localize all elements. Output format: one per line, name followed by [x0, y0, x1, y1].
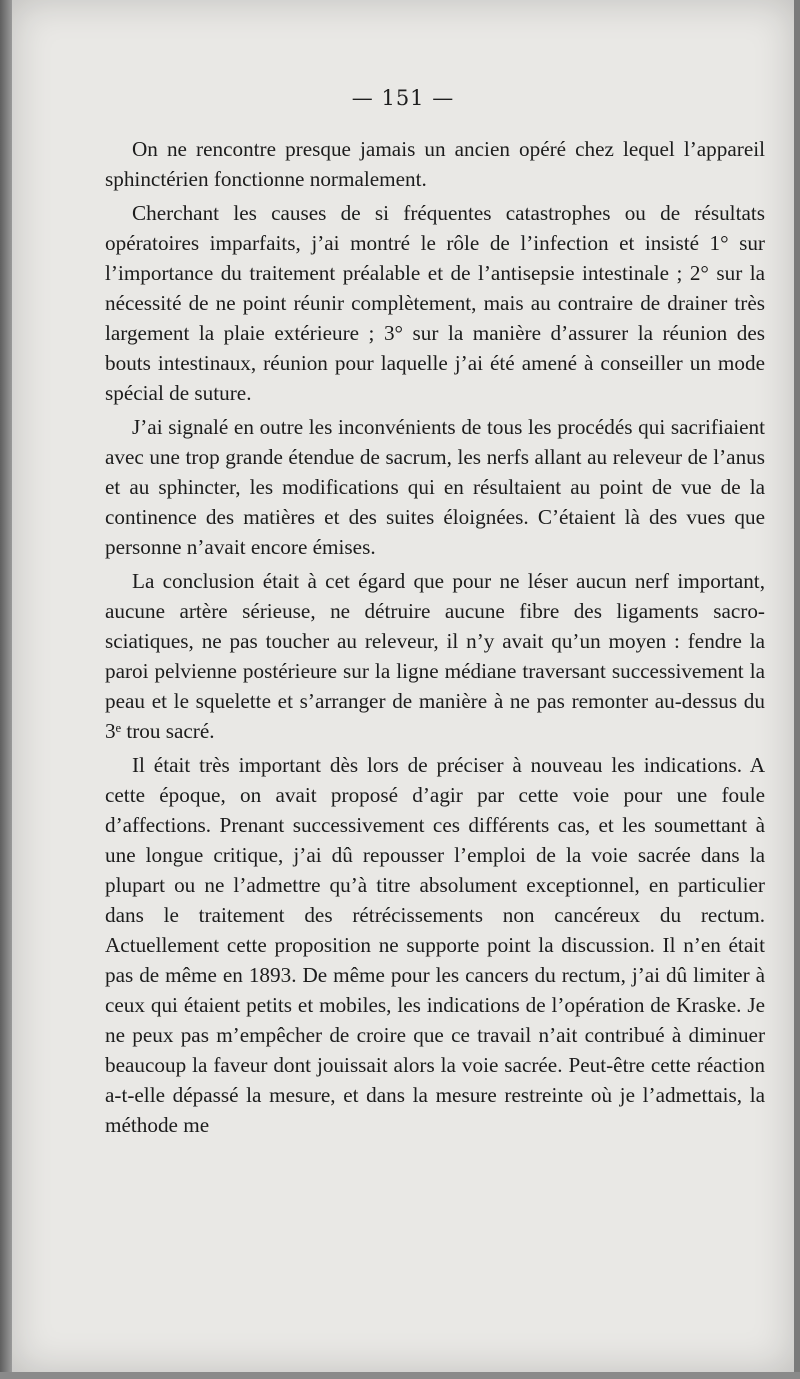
book-gutter-shadow	[0, 0, 12, 1379]
paragraph-3: J’ai signalé en outre les inconvénients de tous les procédés qui sacrifiaient avec une trop grande étendue de sacrum, les nerfs allant au releveur de l’anus et au sphincter, les modifications qui en résultaient au point de vue de la continence des matières et des suites éloignées. C’étaient là des vues que personne n’avait encore émises.	[105, 415, 765, 559]
page-number: — 151 —	[351, 86, 455, 110]
paragraph-1: On ne rencontre presque jamais un ancien opéré chez lequel l’appareil sphinctérien fonctionne normalement.	[105, 137, 765, 191]
scanned-page	[12, 0, 794, 1372]
body-text	[105, 134, 765, 1144]
paragraph-5: Il était très important dès lors de préciser à nouveau les indications. A cette époque, on avait proposé d’agir par cette voie pour une foule d’affections. Prenant successivement ces différents cas, et les soumettant à une longue critique, j’ai dû repousser l’emploi de la voie sacrée dans la plupart ou ne l’admettre qu’à titre absolument exceptionnel, en particulier dans le traitement des rétrécissements non cancéreux du rectum. Actuellement cette proposition ne supporte point la discussion. Il n’en était pas de même en 1893. De même pour les cancers du rectum, j’ai dû limiter à ceux qui étaient petits et mobiles, les indications de l’opération de Kraske. Je ne peux pas m’empêcher de croire que ce travail n’ait contribué à diminuer beaucoup la faveur dont jouissait alors la voie sacrée. Peut-être cette réaction a-t-elle dépassé la mesure, et dans la mesure restreinte où je l’admettais, la méthode me	[105, 753, 765, 1137]
page-bottom-edge	[0, 1372, 800, 1379]
paragraph-2: Cherchant les causes de si fréquentes catastrophes ou de résultats opératoires imparfaits, j’ai montré le rôle de l’infection et insisté 1° sur l’importance du traitement préalable et de l’antisepsie intestinale ; 2° sur la nécessité de ne point réunir complètement, mais au contraire de drainer très largement la plaie extérieure ; 3° sur la manière d’assurer la réunion des bouts intestinaux, réunion pour laquelle j’ai été amené à conseiller un mode spécial de suture.	[105, 201, 765, 405]
paragraph-4: La conclusion était à cet égard que pour ne léser aucun nerf important, aucune artère sérieuse, ne détruire aucune fibre des ligaments sacro-sciatiques, ne pas toucher au releveur, il n’y avait qu’un moyen : fendre la paroi pelvienne postérieure sur la ligne médiane traversant successivement la peau et le squelette et s’arranger de manière à ne pas remonter au-dessus du 3ᵉ trou sacré.	[105, 569, 765, 743]
